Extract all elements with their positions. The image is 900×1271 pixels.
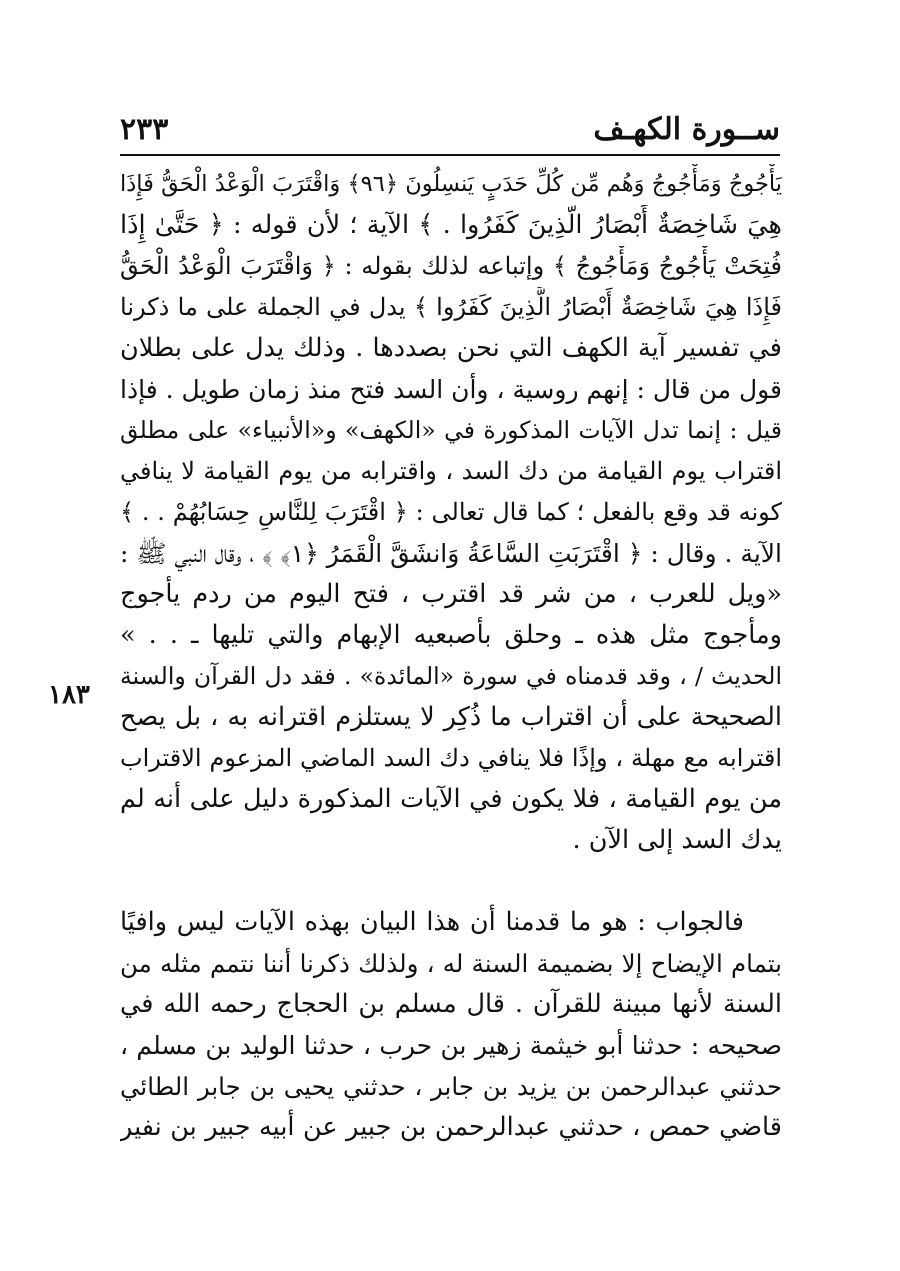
text-line: اقترابه مع مهلة ، وإذًا فلا ينافي دك السد الماضي المزعوم الاقتراب [120, 744, 782, 772]
text-line: في تفسير آية الكهف التي نحن بصددها . وذلك يدل على بطلان [120, 333, 782, 363]
page-number: ٢٣٣ [120, 112, 169, 147]
text-line: صحيحه : حدثنا أبو خيثمة زهير بن حرب ، حدثنا الوليد بن مسلم ، [120, 1031, 782, 1060]
text-line: يَأْجُوجُ وَمَأْجُوجُ وَهُم مِّن كُلِّ حَدَبٍ يَنسِلُونَ ﴿٩٦﴾ وَاقْتَرَبَ الْوَعْدُ الْحَقُّ فَإِذَا [120, 171, 782, 197]
text-line: قول من قال : إنهم روسية ، وأن السد فتح منذ زمان طويل . فإذا [120, 375, 782, 404]
text-line: قيل : إنما تدل الآيات المذكورة في «الكهف» و«الأنبياء» على مطلق [120, 416, 782, 444]
text-line: الحديث / ، وقد قدمناه في سورة «المائدة» . فقد دل القرآن والسنة [120, 662, 782, 690]
text-line: اقتراب يوم القيامة من دك السد ، واقترابه من يوم القيامة لا ينافي [120, 457, 782, 485]
body-text [120, 164, 782, 1148]
text-line: هِيَ شَاخِصَةٌ أَبْصَارُ الَّذِينَ كَفَرُوا . ﴾ الآية ؛ لأن قوله : ﴿ حَتَّىٰ إِذَا [120, 210, 782, 240]
text-line: الآية . وقال : ﴿ اقْتَرَبَتِ السَّاعَةُ وَانشَقَّ الْقَمَرُ ﴿١﴾ ﴾ ، وقال النبي ﷺ : [120, 539, 782, 568]
paragraph-gap [120, 861, 782, 902]
text-line: ومأجوج مثل هذه ـ وحلق بأصبعيه الإبهام والتي تليها ـ . . » [120, 620, 782, 650]
text-line: كونه قد وقع بالفعل ؛ كما قال تعالى : ﴿ اقْتَرَبَ لِلنَّاسِ حِسَابُهُمْ . . ﴾ [120, 498, 782, 526]
text-line: من يوم القيامة ، فلا يكون في الآيات المذكورة دليل على أنه لم [120, 784, 782, 814]
page-header [120, 110, 780, 156]
margin-page-reference: ١٨٣ [48, 680, 90, 710]
text-line: السنة لأنها مبينة للقرآن . قال مسلم بن الحجاج رحمه الله في [120, 989, 782, 1019]
text-line: حدثني عبدالرحمن بن يزيد بن جابر ، حدثني يحيى بن جابر الطائي [120, 1072, 782, 1101]
text-line: «ويل للعرب ، من شر قد اقترب ، فتح اليوم من ردم يأجوج [120, 579, 782, 609]
text-line: يدك السد إلى الآن . [572, 825, 782, 855]
surah-name: ســورة الكهـف [593, 112, 780, 147]
text-line: فُتِحَتْ يَأْجُوجُ وَمَأْجُوجُ ﴾ وإتباعه لذلك بقوله : ﴿ وَاقْتَرَبَ الْوَعْدُ الْحَقُّ [120, 252, 782, 280]
text-line: قاضي حمص ، حدثني عبدالرحمن بن جبير عن أبيه جبير بن نفير [120, 1112, 782, 1142]
text-line: بتمام الإيضاح إلا بضميمة السنة له ، ولذلك ذكرنا أننا نتمم مثله من [120, 949, 782, 978]
text-line: فَإِذَا هِيَ شَاخِصَةٌ أَبْصَارُ الَّذِينَ كَفَرُوا ﴾ يدل في الجملة على ما ذكرنا [120, 293, 782, 321]
text-line: الصحيحة على أن اقتراب ما ذُكِر لا يستلزم اقترانه به ، بل يصح [120, 702, 782, 732]
text-line: فالجواب : هو ما قدمنا أن هذا البيان بهذه الآيات ليس وافيًا [120, 907, 744, 937]
